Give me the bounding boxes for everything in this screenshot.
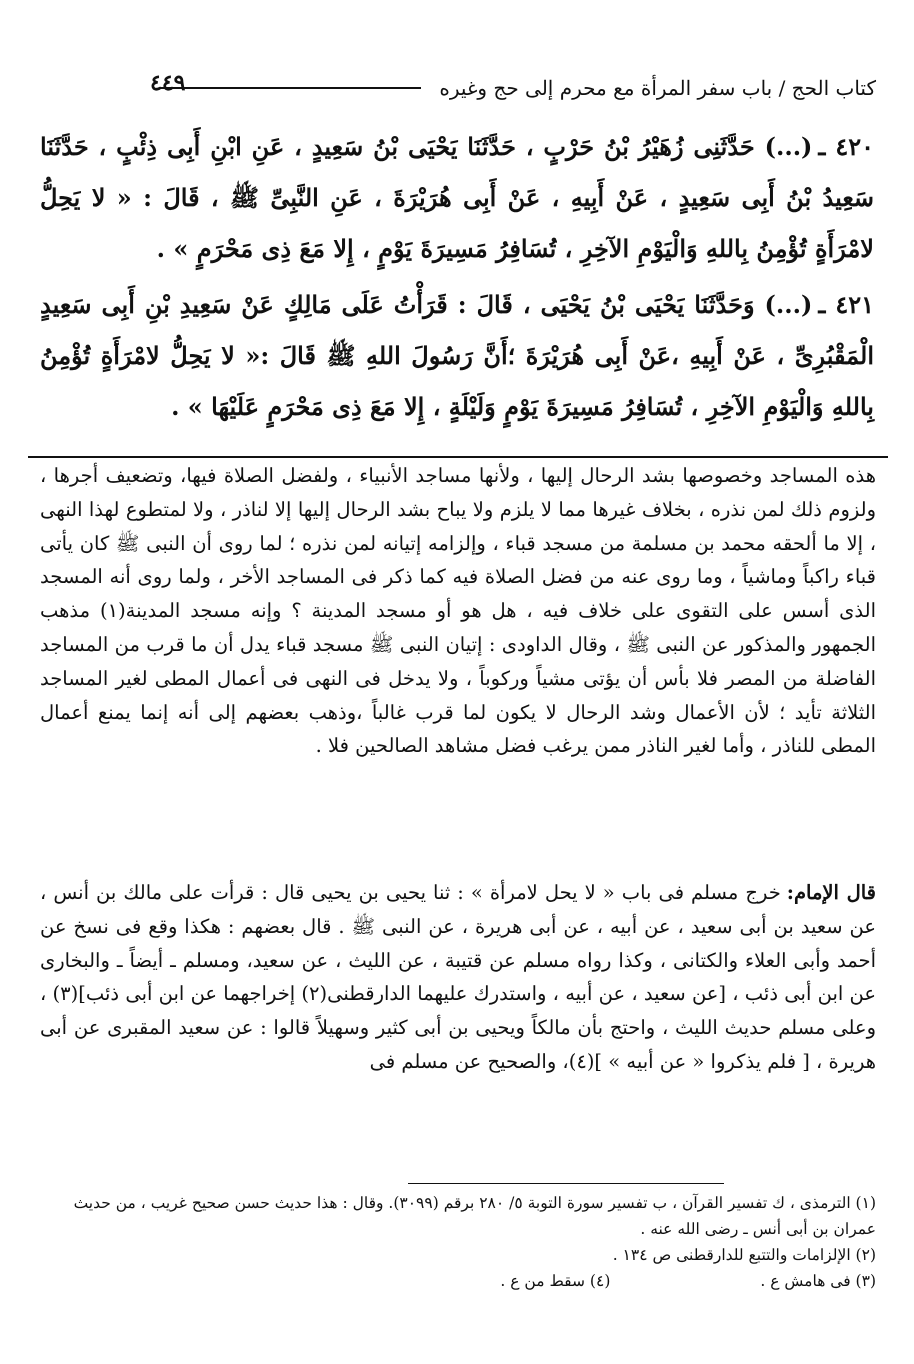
footnote-2: (٢) الإلزامات والتتبع للدارقطنى ص ١٣٤ . [612,1246,876,1264]
section-divider [28,456,888,458]
hadith-text: (...) حَدَّثَنِى زُهَيْرُ بْنُ حَرْبٍ ، حَدَّثَنَا يَحْيَى بْنُ سَعِيدٍ ، عَنِ ابْنِ أَبِى ذِئْبٍ ، حَدَّثَنَا سَعِيدُ بْنُ أَبِى سَعِيدٍ ، عَنْ أَبِيهِ ، عَنْ أَبِى هُرَيْرَةَ ، عَنِ النَّبِىِّ ﷺ ، قَالَ : « لا يَحِلُّ لامْرَأَةٍ تُؤْمِنُ بِاللهِ وَالْيَوْمِ الآخِرِ ، تُسَافِرُ مَسِيرَةَ يَوْمٍ ، إِلا مَعَ ذِى مَحْرَمٍ » . [40,132,874,263]
hadith-text: (...) وَحَدَّثَنَا يَحْيَى بْنُ يَحْيَى ، قَالَ : قَرَأْتُ عَلَى مَالِكٍ عَنْ سَعِيدِ بْنِ أَبِى سَعِيدٍ الْمَقْبُرِىِّ ، عَنْ أَبِيهِ ،عَنْ أَبِى هُرَيْرَةَ ؛أَنَّ رَسُولَ اللهِ ﷺ قَالَ :« لا يَحِلُّ لامْرَأَةٍ تُؤْمِنُ بِاللهِ وَالْيَوْمِ الآخِرِ ، تُسَافِرُ مَسِيرَةَ يَوْمٍ وَلَيْلَةٍ ، إِلا مَعَ ذِى مَحْرَمٍ عَلَيْهَا » . [40,290,874,421]
running-header [150,70,876,106]
page-number: ٤٤٩ [150,70,186,96]
hadith-421 [40,279,874,432]
commentary-paragraph-2 [40,876,876,1079]
footnote-divider [408,1183,724,1184]
commentary-text: خرج مسلم فى باب « لا يحل لامرأة » : ثنا يحيى بن يحيى قال : قرأت على مالك بن أنس ، عن سعيد بن أبى سعيد ، عن أبيه ، عن أبى هريرة ، عن النبى ﷺ . قال بعضهم : هكذا وقع فى نسخ عن أحمد وأبى العلاء والكتانى ، وكذا رواه مسلم عن قتيبة ، عن الليث ، عن سعيد، ومسلم ـ أيضاً ـ والبخارى عن ابن أبى ذئب ، [عن سعيد ، عن أبيه ، واستدرك عليهما الدارقطنى(٢) إخراجهما عن ابن أبى ذئب](٣) ، وعلى مسلم حديث الليث ، واحتج بأن مالكاً ويحيى بن أبى كثير وسهيلاً قالوا : عن سعيد المقبرى عن أبى هريرة ، [ فلم يذكروا « عن أبيه » ](٤)، والصحيح عن مسلم فى [40,881,877,1073]
footnote-1: (١) الترمذى ، ك تفسير القرآن ، ب تفسير سورة التوبة ٥/ ٢٨٠ برقم (٣٠٩٩). وقال : هذا حديث حسن صحيح غريب ، من حديث عمران بن أبى أنس ـ رضى الله عنه . [73,1194,876,1238]
hadith-number: ٤٢٠ ـ [818,132,874,161]
footnote-3: (٣) فى هامش ع . [760,1272,876,1290]
footnote-row [40,1268,876,1294]
hadith-420 [40,121,874,274]
footnotes [40,1190,876,1294]
hadith-number: ٤٢١ ـ [818,290,874,319]
header-rule [160,87,421,89]
footnote-4: (٤) سقط من ع . [500,1272,611,1290]
commentary-lead: قال الإمام: [786,881,877,904]
commentary-paragraph-1: هذه المساجد وخصوصها بشد الرحال إليها ، ولأنها مساجد الأنبياء ، ولفضل الصلاة فيها، وتضعيف أجرها ، ولزوم ذلك لمن نذره ، بخلاف غيرها مما لا يلزم ولا يباح بشد الرحال إليها إلا لناذر ، ولا لمتطوع لهذا النهى ، إلا ما ألحقه محمد بن مسلمة من مسجد قباء ، وإلزامه إتيانه لمن نذره ؛ لما روى أن النبى ﷺ كان يأتى قباء راكباً وماشياً ، وما روى عنه من فضل الصلاة فيه كما ذكر فى المساجد الأخر ، ولما روى أنه المسجد الذى أسس على التقوى على خلاف فيه ، هل هو أو مسجد المدينة ؟ وإنه مسجد المدينة(١) مذهب الجمهور والمذكور عن النبى ﷺ ، وقال الداودى : إتيان النبى ﷺ مسجد قباء يدل أن ما قرب من المساجد الفاضلة من المصر فلا بأس أن يؤتى مشياً وركوباً ، ولا يدخل فى النهى فى أعمال المطى لغير المساجد الثلاثة تأيد ؛ لأن الأعمال وشد الرحال لا يكون لما قرب غالباً ،وذهب بعضهم إلى أنه إنما يمنع أعمال المطى للناذر ، وأما لغير الناذر ممن يرغب فضل مشاهد الصالحين فلا . [40,464,876,758]
chapter-title: كتاب الحج / باب سفر المرأة مع محرم إلى حج وغيره [439,76,876,100]
